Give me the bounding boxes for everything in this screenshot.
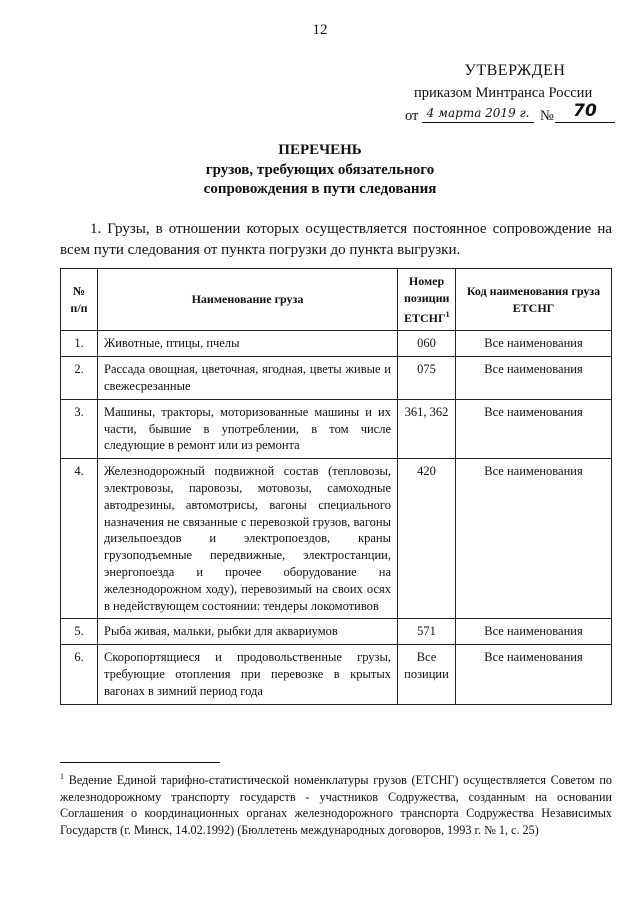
row-code: Все наименования: [456, 331, 612, 357]
header-code: Код наименования груза ЕТСНГ: [456, 269, 612, 331]
row-position: 361, 362: [398, 399, 456, 458]
table-row: [61, 357, 612, 400]
approval-date-line: [405, 101, 617, 126]
header-name: Наименование груза: [98, 269, 398, 331]
table-row: [61, 399, 612, 458]
header-num: № п/п: [61, 269, 98, 331]
footnote-divider: [60, 762, 220, 763]
footnote-marker: 1: [60, 772, 64, 781]
row-name: Скоропортящиеся и продовольственные грузы, требующие отопления при перевозке в крытых вагонах в зимний период года: [98, 645, 398, 704]
cargo-table: [60, 268, 612, 705]
table-row: [61, 459, 612, 619]
row-name: Рассада овощная, цветочная, ягодная, цветы живые и свежесрезанные: [98, 357, 398, 400]
intro-paragraph: [60, 219, 612, 261]
row-num: 1.: [61, 331, 98, 357]
row-name: Животные, птицы, пчелы: [98, 331, 398, 357]
approval-order: приказом Минтранса России: [414, 85, 593, 101]
footnote-text: Ведение Единой тарифно-статистической номенклатуры грузов (ЕТСНГ) осуществляется Советом по железнодорожному транспорту государств - участников Содружества, созданным на основании Соглашения о координационных органах железнодорожного транспорта Содружества Независимых Государств (г. Минск, 14.02.1992) (Бюллетень международных договоров, 1993 г. № 1, с. 25): [60, 773, 612, 837]
date-prefix: от: [405, 108, 419, 124]
handwritten-number: 70: [555, 100, 615, 123]
row-position: 571: [398, 619, 456, 645]
row-code: Все наименования: [456, 459, 612, 619]
table-row: [61, 619, 612, 645]
intro-text: 1. Грузы, в отношении которых осуществляется постоянное сопровождение на всем пути следования от пункта погрузки до пункта выгрузки.: [60, 221, 612, 258]
row-code: Все наименования: [456, 399, 612, 458]
document-title: ПЕРЕЧЕНЬ: [278, 142, 362, 158]
table-row: [61, 645, 612, 704]
row-num: 5.: [61, 619, 98, 645]
row-num: 4.: [61, 459, 98, 619]
table-header-row: [61, 269, 612, 331]
row-position: Все позиции: [398, 645, 456, 704]
row-position: 060: [398, 331, 456, 357]
document-subtitle-line2: сопровождения в пути следования: [203, 181, 437, 197]
row-position: 075: [398, 357, 456, 400]
row-name: Железнодорожный подвижной состав (тепловозы, электровозы, паровозы, мотовозы, самоходные автодрезины, автомотрисы, вагоны специального назначения не связанные с перевозкой грузов, вагоны дизельпоездов и электропоездов, краны грузоподъемные передвижные, электростанции, энергопоезда и прочее оборудование на железнодорожном ходу), перевозимый на своих осях в недействующем состоянии: тендеры локомотивов: [98, 459, 398, 619]
row-name: Рыба живая, мальки, рыбки для аквариумов: [98, 619, 398, 645]
number-prefix: №: [540, 108, 554, 124]
row-position: 420: [398, 459, 456, 619]
header-position-text: Номер позиции ЕТСНГ: [404, 274, 450, 325]
row-code: Все наименования: [456, 619, 612, 645]
table-row: [61, 331, 612, 357]
document-subtitle-line1: грузов, требующих обязательного: [205, 162, 435, 178]
header-position: [398, 269, 456, 331]
approval-stamp-title: УТВЕРЖДЕН: [464, 62, 566, 79]
page-number: 12: [312, 22, 328, 38]
handwritten-date: 4 марта 2019 г.: [422, 102, 534, 123]
footnote-ref: 1: [445, 309, 450, 319]
row-code: Все наименования: [456, 645, 612, 704]
row-num: 2.: [61, 357, 98, 400]
row-num: 6.: [61, 645, 98, 704]
row-name: Машины, тракторы, моторизованные машины и их части, бывшие в употреблении, в том числе следующие в ремонт или из ремонта: [98, 399, 398, 458]
row-code: Все наименования: [456, 357, 612, 400]
row-num: 3.: [61, 399, 98, 458]
footnote: [60, 769, 612, 838]
